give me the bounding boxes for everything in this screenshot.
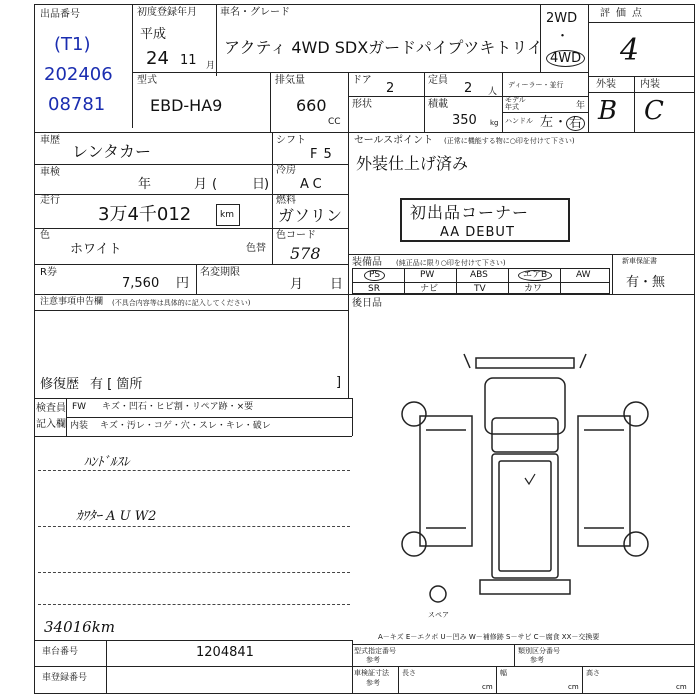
- equip-tv: TV: [474, 284, 486, 294]
- drive-2wd: 2WD: [546, 11, 578, 26]
- inspector-row1-label: FW: [72, 402, 87, 412]
- load-label: 積載: [428, 99, 448, 110]
- class-no-label: 類別区分番号: [518, 647, 560, 655]
- dims-label: 車検証寸法: [354, 669, 389, 677]
- divider: [34, 164, 348, 165]
- lot-number-2: 08781: [48, 94, 106, 115]
- divider: [34, 666, 695, 667]
- inspection-month: 月: [194, 177, 208, 192]
- lot-code: (T1): [54, 34, 91, 55]
- repair-close: ]: [336, 375, 342, 390]
- equip-navi: ナビ: [420, 284, 439, 294]
- repair-value: 有 [ 箇所: [90, 377, 143, 392]
- divider: [348, 254, 695, 255]
- inspection-close: ): [264, 177, 270, 192]
- divider: [508, 268, 509, 294]
- inspector-row2-label: 内装: [70, 421, 89, 431]
- notes-note: (不具合内容等は具体的に記入してください): [112, 299, 251, 307]
- divider: [634, 76, 635, 132]
- divider: [272, 132, 273, 264]
- recycle-unit: 円: [176, 276, 190, 291]
- divider: [496, 666, 497, 694]
- sales-label: セールスポイント: [354, 135, 434, 146]
- recycle-label: R券: [40, 267, 57, 278]
- divider: [582, 666, 583, 694]
- recycle-value: 7,560: [122, 276, 160, 291]
- equip-aw: AW: [576, 270, 591, 280]
- color-label: 色: [40, 230, 50, 241]
- load-value: 350: [452, 113, 477, 128]
- divider: [132, 72, 588, 73]
- notes-label: 注意事項申告欄: [40, 297, 104, 307]
- divider: [588, 4, 589, 132]
- inspection-open: (: [212, 177, 218, 192]
- writing-line: [38, 470, 350, 471]
- divider: [588, 76, 695, 77]
- type-no-sub: 参考: [366, 656, 380, 664]
- color-value: ホワイト: [70, 242, 122, 257]
- divider: [348, 294, 349, 398]
- height-unit: cm: [676, 683, 687, 691]
- warranty-value: 有・無: [626, 275, 666, 290]
- capacity-unit: 人: [488, 87, 498, 97]
- writing-line: [38, 572, 350, 573]
- divider: [132, 4, 133, 128]
- model-year-label-1: モデル: [505, 96, 526, 104]
- equip-abs: ABS: [470, 270, 488, 280]
- ext-label: 外装: [596, 79, 616, 90]
- divider: [348, 96, 588, 97]
- height-label: 高さ: [586, 669, 600, 677]
- doors-label: ドア: [352, 75, 372, 86]
- divider: [456, 268, 457, 294]
- score-label: 評価点: [600, 8, 648, 19]
- length-label: 長さ: [402, 669, 416, 677]
- divider: [270, 72, 271, 132]
- ac-value: AC: [300, 177, 326, 192]
- divider: [502, 72, 503, 132]
- history-label: 車歴: [40, 135, 60, 146]
- int-score: C: [644, 96, 664, 126]
- model-year-label-2: 年式: [505, 103, 519, 111]
- divider: [34, 398, 352, 399]
- model-label: 型式: [137, 75, 157, 86]
- stamp-text-1: 初出品コーナー: [410, 203, 530, 222]
- inspector-label-1: 検査員: [36, 403, 66, 414]
- color-code-label: 色コード: [276, 230, 316, 241]
- divider: [34, 310, 348, 311]
- capacity-label: 定員: [428, 75, 448, 86]
- reg-month: 11: [180, 53, 197, 68]
- divider: [196, 264, 197, 294]
- divider: [348, 132, 349, 294]
- handle-left: 左: [540, 115, 554, 130]
- mileage-unit: km: [220, 210, 234, 220]
- divider: [588, 92, 695, 93]
- model-value: EBD-HA9: [150, 96, 223, 115]
- fuel-label: 燃料: [276, 195, 296, 206]
- handwritten-note-2: ｶﾜﾀｰ A U W2: [76, 509, 157, 524]
- divider: [398, 666, 399, 694]
- divider: [216, 4, 217, 76]
- shift-value: F5: [310, 147, 338, 162]
- inspector-label-2: 記入欄: [36, 419, 66, 430]
- divider: [612, 254, 613, 294]
- handwritten-note-3: 34016km: [44, 618, 116, 636]
- shape-label: 形状: [352, 99, 372, 110]
- inspection-year: 年: [138, 177, 152, 192]
- lot-label: 出品番号: [40, 9, 80, 20]
- divider: [106, 640, 107, 694]
- divider: [34, 132, 695, 133]
- divider: [352, 282, 610, 283]
- displacement-value: 660: [296, 96, 327, 115]
- lot-number-1: 202406: [44, 64, 113, 85]
- reg-era: 平成: [140, 27, 167, 42]
- mileage-value: 3万4千012: [98, 204, 192, 225]
- damage-legend: A－キズ E－エクボ U－凹み W－補修跡 S－サビ C－腐食 XX－交換要: [378, 633, 600, 641]
- drive-4wd: 4WD: [546, 50, 585, 67]
- equip-pw: PW: [420, 270, 435, 280]
- divider: [560, 268, 561, 294]
- handle-right: 右: [566, 116, 585, 131]
- load-unit: kg: [490, 119, 499, 127]
- width-unit: cm: [568, 683, 579, 691]
- displacement-label: 排気量: [275, 75, 305, 86]
- car-damage-diagram: [400, 348, 650, 606]
- car-name: アクティ 4WD SDXガードパイプツキトリイ: [224, 38, 543, 57]
- color-swap-label: 色替: [246, 243, 266, 254]
- ac-label: 冷房: [276, 165, 296, 176]
- divider: [514, 644, 515, 666]
- equip-sr: SR: [368, 284, 380, 294]
- warranty-label: 新車保証書: [622, 257, 657, 265]
- reg-no-label: 車登録番号: [42, 673, 88, 683]
- width-label: 幅: [500, 669, 507, 677]
- name-change-label: 名変期限: [200, 267, 240, 278]
- handle-label: ハンドル: [505, 117, 533, 125]
- divider: [352, 644, 695, 645]
- dealer-label: ディーラー・並行: [508, 81, 564, 89]
- reg-label: 初度登録年月: [137, 7, 197, 18]
- length-unit: cm: [482, 683, 493, 691]
- writing-line: [38, 526, 350, 527]
- divider: [424, 72, 425, 132]
- repair-label: 修復歴: [40, 377, 80, 392]
- type-no-label: 型式指定番号: [354, 647, 396, 655]
- capacity-value: 2: [464, 81, 473, 96]
- name-change-day: 日: [330, 277, 344, 292]
- equip-airbag: エアB: [518, 270, 552, 281]
- sales-note: (正常に機能する物に○印を付けて下さい): [444, 137, 575, 145]
- inspection-label: 車検: [40, 167, 60, 178]
- mileage-label: 走行: [40, 195, 60, 206]
- sales-value: 外装仕上げ済み: [356, 154, 469, 173]
- divider: [34, 640, 352, 641]
- shift-label: シフト: [276, 135, 306, 146]
- equipment-note: (純正品に限り○印を付けて下さい): [396, 259, 506, 267]
- divider: [34, 264, 348, 265]
- equip-leather: カワ: [524, 284, 543, 294]
- handwritten-note-1: ﾊﾝﾄﾞﾙｽﾚ: [84, 455, 130, 470]
- divider: [66, 417, 352, 418]
- fuel-value: ガソリン: [278, 206, 343, 225]
- color-code-value: 578: [290, 244, 321, 263]
- divider: [34, 294, 695, 295]
- name-change-month: 月: [290, 277, 304, 292]
- class-no-sub: 参考: [530, 656, 544, 664]
- inspector-row2: キズ・汚レ・コゲ・穴・スレ・キレ・破レ: [100, 421, 271, 431]
- displacement-unit: CC: [328, 117, 341, 127]
- divider: [352, 398, 353, 436]
- chassis-label: 車台番号: [42, 647, 79, 657]
- writing-line: [38, 604, 350, 605]
- drive-dot: ・: [556, 29, 570, 44]
- int-label: 内装: [640, 79, 660, 90]
- inspection-day: 日: [252, 177, 266, 192]
- divider: [34, 436, 352, 437]
- spare-label: スペア: [428, 611, 449, 619]
- dims-ref: 参考: [366, 679, 380, 687]
- car-label: 車名・グレード: [220, 7, 290, 18]
- stamp-text-2: AA DEBUT: [440, 225, 515, 240]
- model-year-unit: 年: [576, 101, 586, 111]
- later-docs-label: 後日品: [352, 298, 382, 309]
- divider: [588, 22, 695, 23]
- doors-value: 2: [386, 81, 395, 96]
- divider: [34, 228, 348, 229]
- divider: [352, 640, 353, 694]
- score-value: 4: [620, 33, 640, 68]
- equipment-label: 装備品: [352, 257, 382, 268]
- handle-dot: ・: [554, 115, 568, 130]
- divider: [404, 268, 405, 294]
- ext-score: B: [598, 96, 618, 126]
- chassis-value: 1204841: [196, 645, 254, 660]
- history-value: レンタカー: [72, 142, 151, 161]
- equip-ps: PS: [364, 270, 385, 281]
- inspector-row1: キズ・凹石・ヒビ割・リペア跡・×要: [102, 402, 254, 412]
- reg-month-unit: 月: [206, 61, 216, 71]
- divider: [502, 112, 588, 113]
- divider: [348, 72, 349, 132]
- divider: [34, 194, 348, 195]
- reg-year: 24: [146, 48, 169, 69]
